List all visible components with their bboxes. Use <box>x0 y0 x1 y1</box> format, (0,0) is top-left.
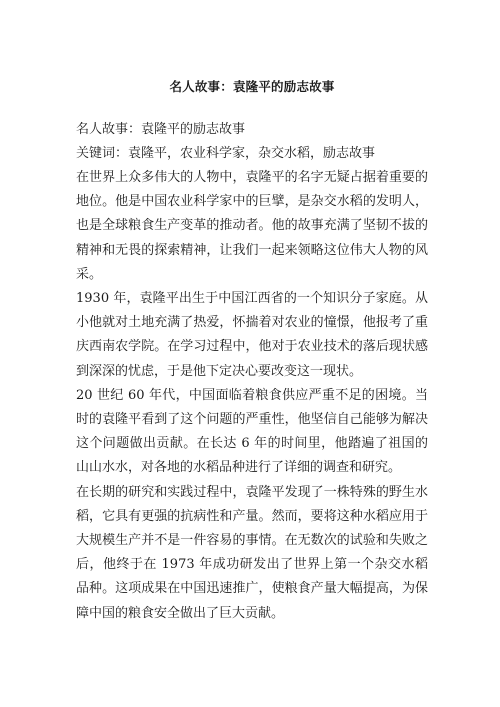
document-subtitle: 名人故事：袁隆平的励志故事 <box>76 122 246 137</box>
keywords-line: 关键词：袁隆平，农业科学家，杂交水稻，励志故事 <box>76 146 376 161</box>
document-title: 名人故事：袁隆平的励志故事 <box>169 79 335 94</box>
paragraph-2: 1930 年，袁隆平出生于中国江西省的一个知识分子家庭。从小他就对土地充满了热爱，怀揣着对农业的憧憬，他报考了重庆西南农学院。在学习过程中，他对于农业技术的落后现状感到深深的忧虑，于是他下定决心要改变这一现状。 <box>76 291 428 379</box>
paragraph-3: 20 世纪 60 年代，中国面临着粮食供应严重不足的困境。当时的袁隆平看到了这个问题的严重性，他坚信自己能够为解决这个问题做出贡献。在长达 6 年的时间里，他踏遍了祖国的山山水水，对各地的水稻品种进行了详细的调查和研究。 <box>76 387 428 476</box>
paragraph-4: 在长期的研究和实践过程中，袁隆平发现了一株特殊的野生水稻，它具有更强的抗病性和产量。然而，要将这种水稻应用于大规模生产并不是一件容易的事情。在无数次的试验和失败之后，他终于在 1973 年成功研发出了世界上第一个杂交水稻品种。这项成果在中国迅速推广，使粮食产量大幅提高，为保障中国的粮食安全做出了巨大贡献。 <box>76 484 428 621</box>
paragraph-1: 在世界上众多伟大的人物中，袁隆平的名字无疑占据着重要的地位。他是中国农业科学家中的巨擘，是杂交水稻的发明人，也是全球粮食生产变革的推动者。他的故事充满了坚韧不拔的精神和无畏的探索精神，让我们一起来领略这位伟大人物的风采。 <box>76 170 428 282</box>
